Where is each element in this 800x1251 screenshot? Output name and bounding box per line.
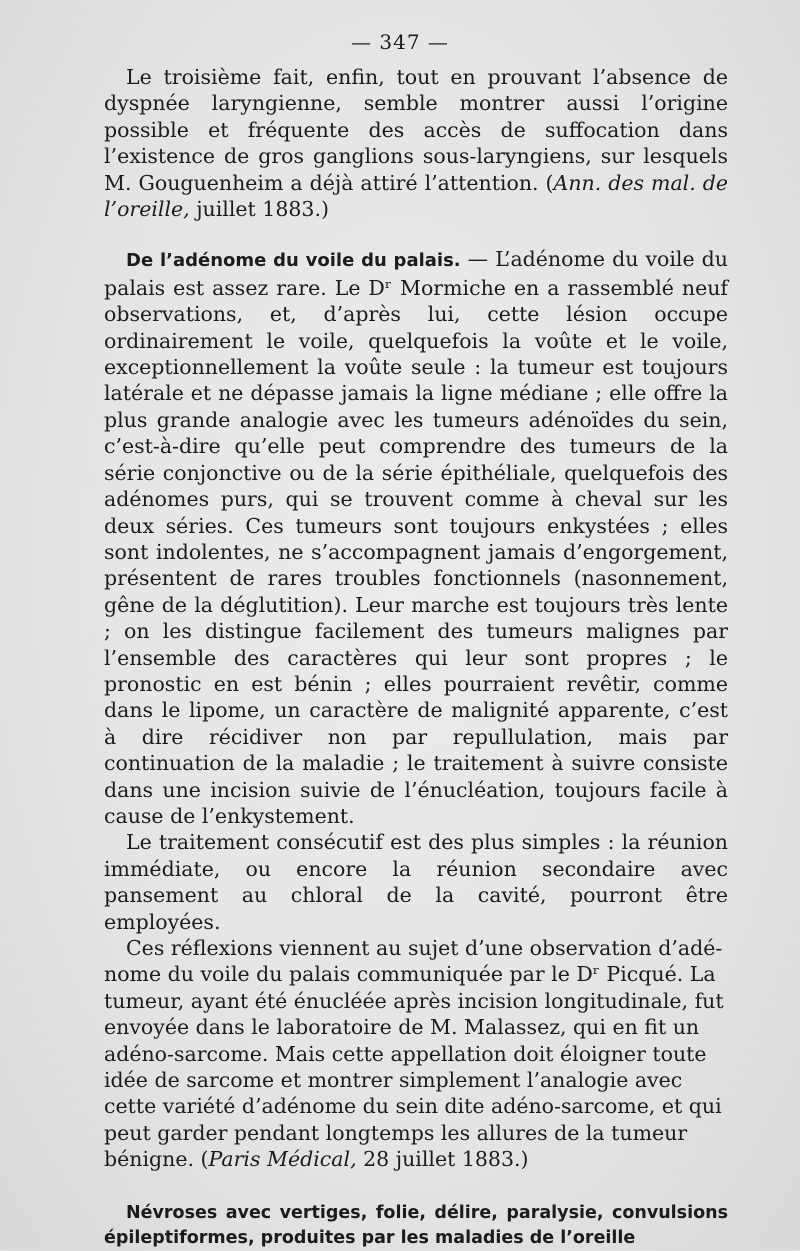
spacer — [104, 222, 728, 246]
spacer — [104, 1173, 728, 1201]
source-citation: Paris Médical, — [208, 1147, 357, 1172]
section-heading-nevroses: Névroses avec vertiges, folie, délire, paralysie, convulsions épileptiformes, produites par les maladies de l’oreille — [104, 1202, 728, 1248]
paragraph-traitement: Le traitement consécutif est des plus simples : la réunion immédiate, ou encore la réunion secondaire avec pansement au chloral de la cavité, pourront être employées. — [104, 830, 728, 934]
section-title: De l’adénome du voile du palais. — [126, 250, 461, 272]
paragraph-reflexions: Ces réflexions viennent au sujet d’une observation d’adénome du voile du palais communiquée par le Dʳ Picqué. La tumeur, ayant été énucléée après incision longitudinale, fut envoyée dans le laboratoire de M. Malassez, qui en fit un adéno-sarcome. Mais cette appellation doit éloigner toute idée de sarcome et montrer simplement l’analogie avec cette variété d’adénome du sein dite adéno-sarcome, et qui peut garder pendant longtemps les allures de la tumeur bénigne. (Paris Médical, 28 juillet 1883.) — [104, 936, 724, 1172]
paragraph-gouguenheim: Le troisième fait, enfin, tout en prouvant l’absence de dyspnée laryngienne, semble montrer aussi l’origine possible et fréquente des accès de suffocation dans l’existence de gros ganglions sous-laryngiens, sur lesquels M. Gouguenheim a déjà attiré l’attention. (Ann. des mal. de l’oreille, juillet 1883.) — [104, 65, 728, 222]
section-adenome: De l’adénome du voile du palais. — L’adénome du voile du palais est assez rare. Le Dʳ Mormiche en a rassemblé neuf observations, et, d’après lui, cette lésion occupe ordinairement le voile, quelquefois la voûte et le voile, exceptionnellement la voûte seule : la tumeur est toujours latérale et ne dépasse jamais la ligne médiane ; elle offre la plus grande analogie avec les tumeurs adénoïdes du sein, c’est-à-dire qu’elle peut comprendre des tumeurs de la série conjonctive ou de la série épithéliale, quelquefois des adénomes purs, qui se trouvent comme à cheval sur les deux séries. Ces tumeurs sont toujours enkystées ; elles sont indolentes, ne s’accompagnent jamais d’engorgement, présentent de rares troubles fonctionnels (nasonnement, gêne de la déglutition). Leur marche est toujours très lente ; on les distingue facilement des tumeurs malignes par l’ensemble des caractères qui leur sont propres ; le pronostic en est bénin ; elles pourraient revêtir, comme dans le lipome, un caractère de malignité apparente, c’est à dire récidiver non par repullulation, mais par continuation de la maladie ; le traitement à suivre consiste dans une incision suivie de l’énucléation, toujours facile à cause de l’enkystement. — [104, 247, 728, 828]
body-text — [104, 64, 728, 1251]
page-number: — 347 — — [351, 30, 449, 54]
source-citation: Ann. des mal. de l’oreille, — [104, 170, 728, 222]
